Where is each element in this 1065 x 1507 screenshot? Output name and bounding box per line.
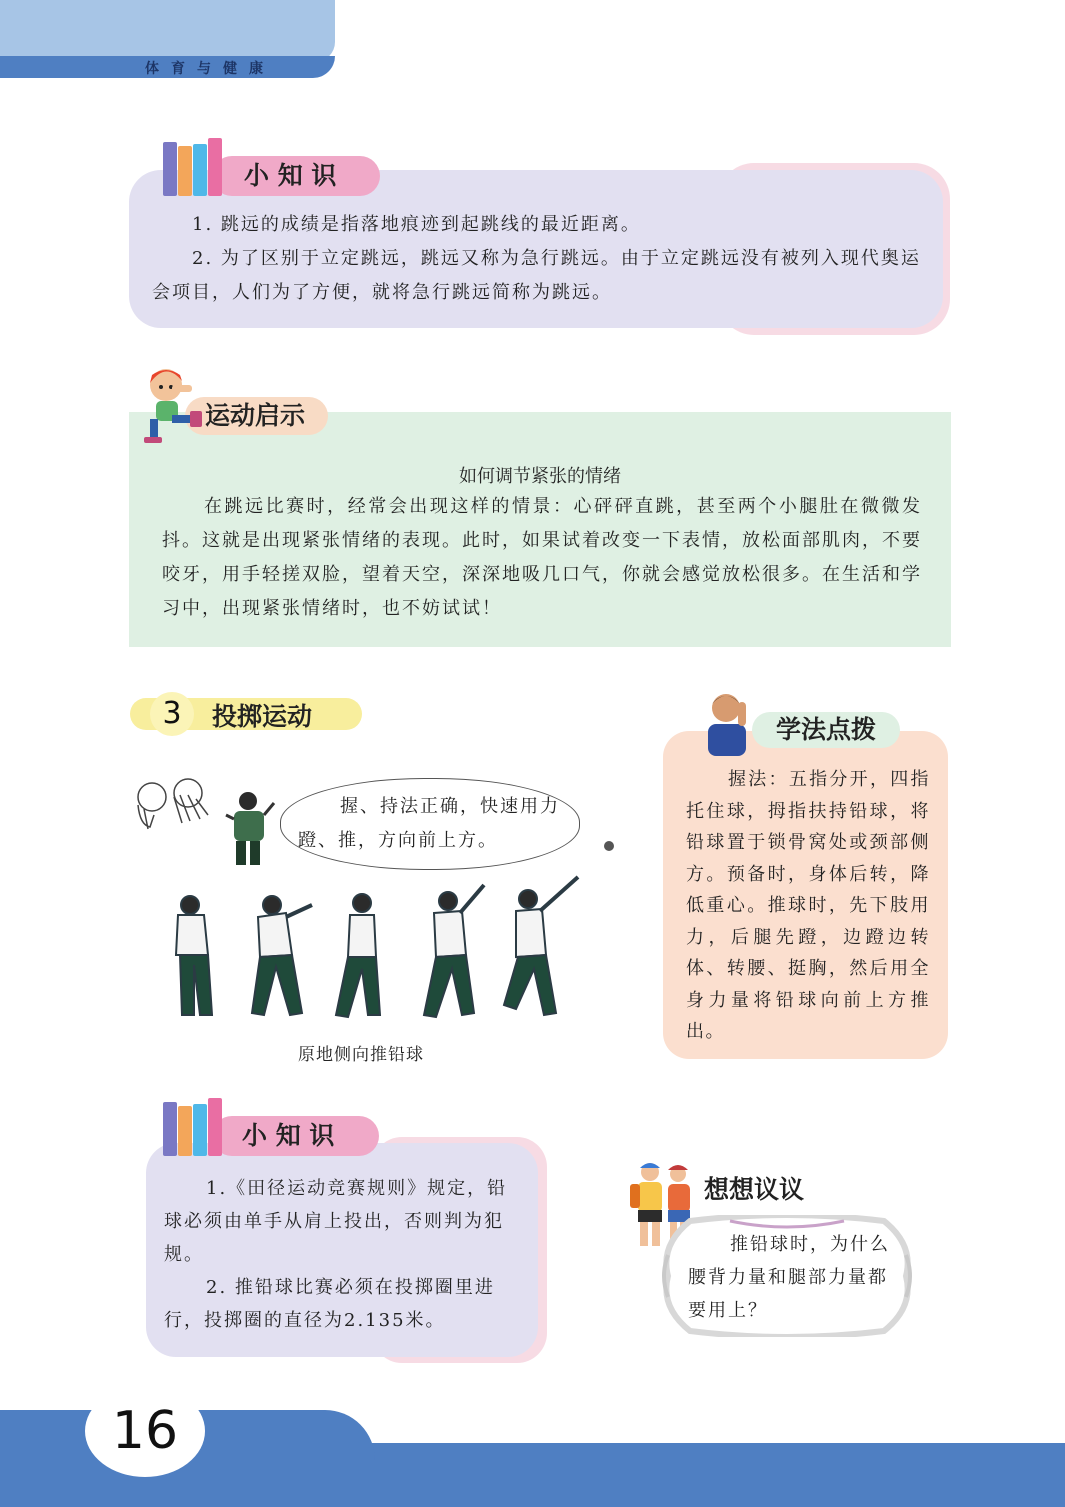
skater-kid-icon: [136, 365, 208, 447]
think-title: 想想议议: [704, 1175, 805, 1204]
page-number: 16: [85, 1385, 205, 1477]
bullet-dot: [604, 841, 614, 851]
think-text: 推铅球时，为什么腰背力量和腿部力量都要用上？: [688, 1234, 890, 1321]
section-title: 投掷运动: [212, 702, 313, 731]
knowledge-2-title: 小 知 识: [212, 1116, 379, 1156]
figure-caption: 原地侧向推铅球: [298, 1045, 424, 1065]
books-icon: [163, 138, 233, 196]
knowledge-item-1: 1. 跳远的成绩是指落地痕迹到起跳线的最近距离。: [192, 214, 641, 235]
knowledge-title: 小 知 识: [212, 156, 380, 196]
inspiration-title: 运动启示: [185, 397, 328, 435]
bubble-text: 握、持法正确，快速用力蹬、推，方向前上方。: [298, 796, 560, 851]
inspiration-text: [162, 490, 922, 626]
shot-put-sequence-illustration: [160, 875, 590, 1035]
inspiration-paragraph: 在跳远比赛时，经常会出现这样的情景：心砰砰直跳，甚至两个小腿肚在微微发抖。这就是出现紧张情绪的表现。此时，如果试着改变一下表情，放松面部肌肉，不要咬牙，用手轻搓双脸，望着天空，深深地吸几口气，你就会感觉放松很多。在生活和学习中，出现紧张情绪时，也不妨试试！: [162, 496, 922, 619]
knowledge-2-text: [164, 1172, 509, 1337]
study-tips-text: 握法：五指分开，四指托住球，拇指扶持铅球，将铅球置于锁骨窝处或颈部侧方。预备时，身体后转，降低重心。推球时，先下肢用力，后腿先蹬，边蹬边转体、转腰、挺胸，然后用全身力量将铅球向前上方推出。: [686, 769, 930, 1042]
knowledge-2-item-2: 2. 推铅球比赛必须在投掷圈里进行，投掷圈的直径为2.135米。: [164, 1277, 495, 1331]
shot-put-grip-illustration: [130, 775, 280, 870]
header-background: [0, 0, 335, 62]
knowledge-2-item-1: 1.《田径运动竞赛规则》规定，铅球必须由单手从肩上投出，否则判为犯规。: [164, 1178, 508, 1265]
student-thinking-icon: [700, 688, 760, 760]
books-icon: [163, 1098, 233, 1156]
book-title: 体育与健康: [145, 61, 275, 77]
section-number: 3: [150, 692, 194, 736]
inspiration-subtitle: 如何调节紧张的情绪: [459, 466, 621, 487]
knowledge-item-2: 2. 为了区别于立定跳远，跳远又称为急行跳远。由于立定跳远没有被列入现代奥运会项目，人们为了方便，就将急行跳远简称为跳远。: [152, 248, 921, 303]
knowledge-text: [152, 208, 922, 310]
study-tips-title: 学法点拨: [752, 712, 900, 748]
